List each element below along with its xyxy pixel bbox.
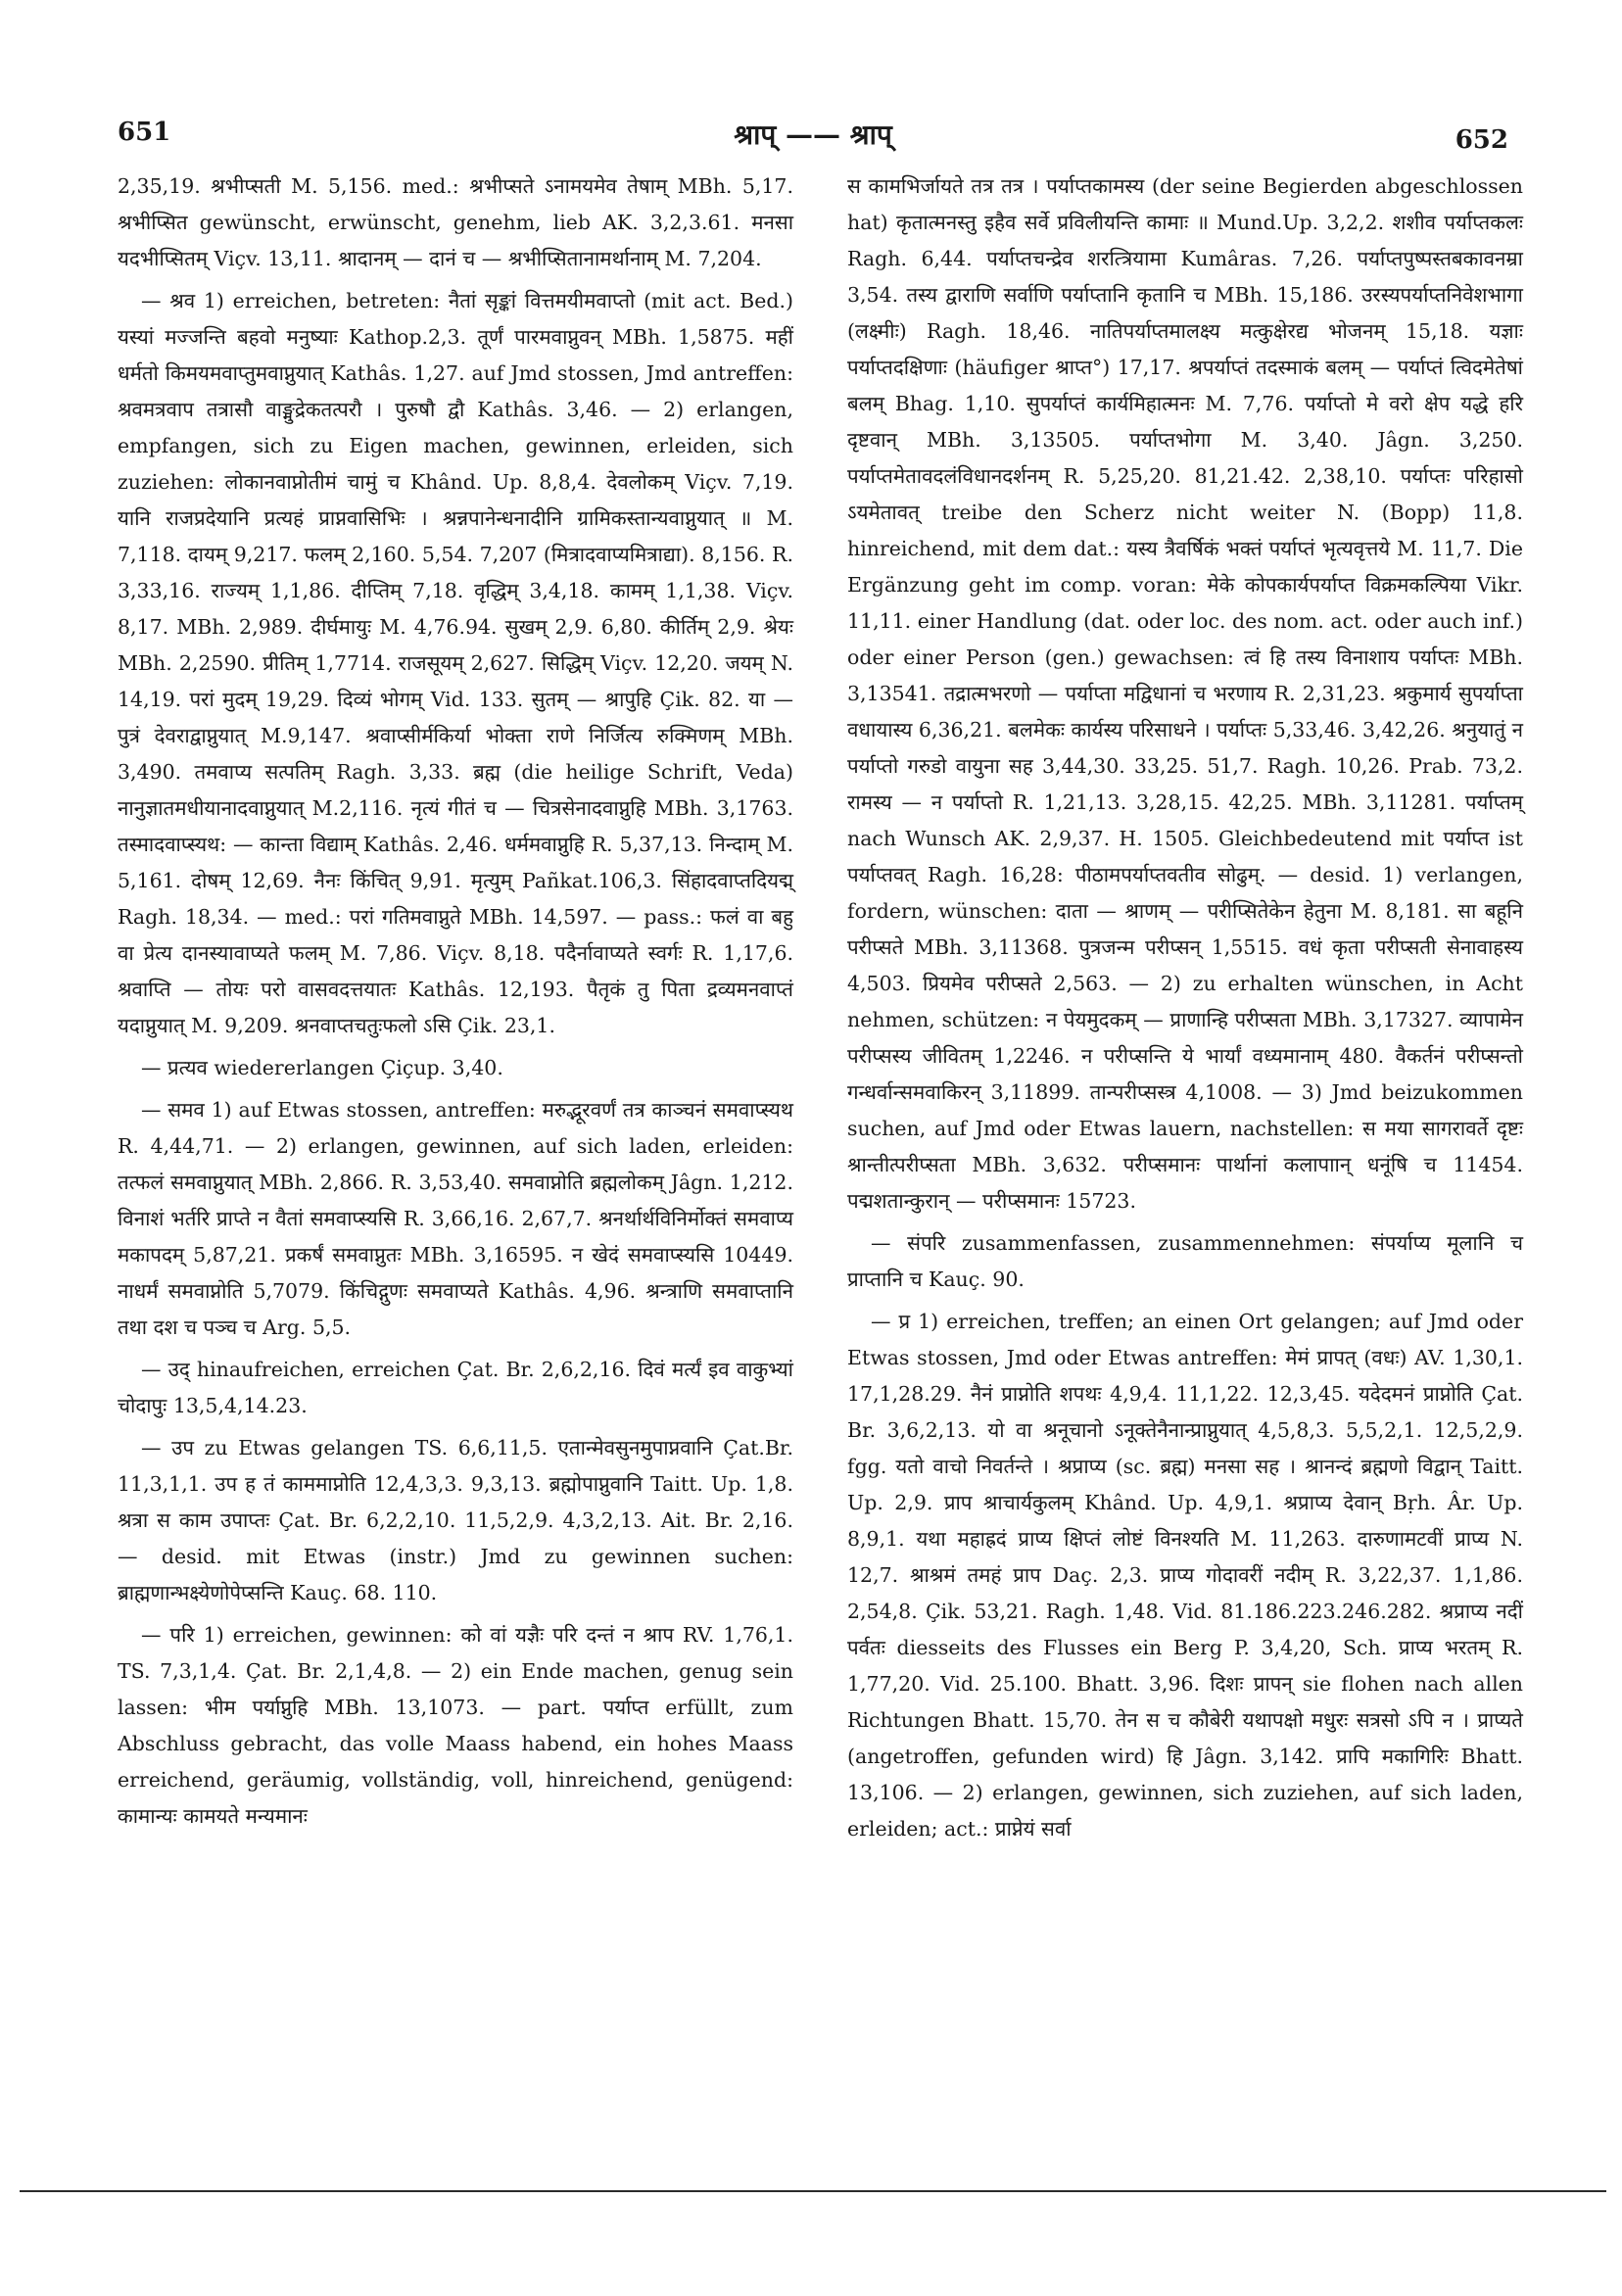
entry-paragraph: — उद् hinaufreichen, erreichen Çat. Br. 2,6,2,16. दिवं मर्त्यं इव वाकुभ्यां चोदापुः 13,5,4,14.23. — [118, 1358, 793, 1417]
entry-paragraph: — संपरि zusammenfassen, zusammennehmen: संपर्याप्य मूलानि च प्राप्तानि च Kauç. 90. — [847, 1231, 1523, 1291]
right-column — [847, 168, 1523, 1841]
page-header — [118, 110, 1508, 159]
entry-paragraph: — प्रत्यव wiedererlangen Çiçup. 3,40. — [141, 1056, 503, 1079]
entry-paragraph: — समव 1) auf Etwas stossen, antreffen: मरुद्भूरवर्णं तत्र काञ्चनं समवाप्स्यथ R. 4,44,71. — 2) erlangen, gewinnen, auf sich laden, erleiden: तत्फलं समवाप्नुयात् MBh. 2,866. R. 3,53,40. समवाप्नोति ब्रह्मलोकम् Jâgn. 1,212. विनाशं भर्तरि प्राप्ते न वैतां समवाप्स्यसि R. 3,66,16. 2,67,7. श्रनर्थार्थविनिर्मोक्तं समवाप्य मकापदम् 5,87,21. प्रकर्षं समवाप्नुतः MBh. 3,16595. न खेदं समवाप्स्यसि 10449. नाधर्मं समवाप्नोति 5,7079. किंचिद्गुणः समवाप्यते Kathâs. 4,96. श्रन्त्राणि समवाप्तानि तथा दश च पञ्च च Arg. 5,5. — [118, 1098, 793, 1339]
entry-paragraph: — परि 1) erreichen, gewinnen: को वां यज्ञैः परि दन्तं न श्राप RV. 1,76,1. TS. 7,3,1,4. Çat. Br. 2,1,4,8. — 2) ein Ende machen, genug sein lassen: भीम पर्याप्नुहि MBh. 13,1073. — part. पर्याप्त erfüllt, zum Abschluss gebracht, das volle Maass habend, ein hohes Maass erreichend, geräumig, vollständig, voll, hinreichend, genügend: कामान्यः कामयते मन्यमानः — [118, 1623, 793, 1828]
entry-paragraph: 2,35,19. श्रभीप्सती M. 5,156. med.: श्रभीप्सते ऽनामयमेव तेषाम् MBh. 5,17. श्रभीप्सित gewünscht, erwünscht, genehm, lieb AK. 3,2,3.61. मनसा यदभीप्सितम् Viçv. 13,11. श्रादानम् — दानं च — श्रभीप्सितानामर्थानाम् M. 7,204. — [118, 174, 793, 270]
entry-paragraph: — उप zu Etwas gelangen TS. 6,6,11,5. एतान्मेवसुनमुपाप्नवानि Çat.Br. 11,3,1,1. उप ह तं काममाप्नोति 12,4,3,3. 9,3,13. ब्रह्मोपाप्नुवानि Taitt. Up. 1,8. श्रत्रा स काम उपाप्तः Çat. Br. 6,2,2,10. 11,5,2,9. 4,3,2,13. Ait. Br. 2,16. — desid. mit Etwas (instr.) Jmd zu gewinnen suchen: ब्राह्मणान्भक्ष्येणोपेप्सन्ति Kauç. 68. 110. — [118, 1436, 793, 1604]
entry-paragraph: — श्रव 1) erreichen, betreten: नैतां सृङ्कां वित्तमयीमवाप्तो (mit act. Bed.) यस्यां मज्जन्ति बहवो मनुष्याः Kathop.2,3. तूर्णं पारमवाप्नुवन् MBh. 1,5875. महीं धर्मतो किमयमवाप्तुमवाप्नुयात् Kathâs. 1,27. auf Jmd stossen, Jmd antreffen: श्रवमत्रवाप तत्रासौ वाङ्मुद्रेकतत्परौ । पुरुषौ द्वौ Kathâs. 3,46. — 2) erlangen, empfangen, sich zu Eigen machen, gewinnen, erleiden, sich zuziehen: लोकानवाप्नोतीमं चामुं च Khând. Up. 8,8,4. देवलोकम् Viçv. 7,19. यानि राजप्रदेयानि प्रत्यहं प्राप्नवासिभिः । श्रन्नपानेन्धनादीनि ग्रामिकस्तान्यवाप्नुयात् ॥ M. 7,118. दायम् 9,217. फलम् 2,160. 5,54. 7,207 (मित्रादवाप्यमित्राद्या). 8,156. R. 3,33,16. राज्यम् 1,1,86. दीप्तिम् 7,18. वृद्धिम् 3,4,18. कामम् 1,1,38. Viçv. 8,17. MBh. 2,989. दीर्घमायुः M. 4,76.94. सुखम् 2,9. 6,80. कीर्तिम् 2,9. श्रेयः MBh. 2,2590. प्रीतिम् 1,7714. राजसूयम् 2,627. सिद्धिम् Viçv. 12,20. जयम् N. 14,19. परां मुदम् 19,29. दिव्यं भोगम् Vid. 133. सुतम् — श्रापुहि Çik. 82. या — पुत्रं देवराद्वाप्नुयात् M.9,147. श्रवाप्सीर्मकिर्या भोक्ता राणे निर्जित्य रुक्मिणम् MBh. 3,490. तमवाप्य सत्पतिम् Ragh. 3,33. ब्रह्म (die heilige Schrift, Veda) नानुज्ञातमधीयानादवाप्नुयात् M.2,116. नृत्यं गीतं च — चित्रसेनादवाप्नुहि MBh. 3,1763. तस्मादवाप्स्यथ: — कान्ता विद्याम् Kathâs. 2,46. धर्ममवाप्नुहि R. 5,37,13. निन्दाम् M. 5,161. दोषम् 12,69. नैनः किंचित् 9,91. मृत्युम् Pañkat.106,3. सिंहादवाप्तदियद्म् Ragh. 18,34. — med.: परां गतिमवाप्नुते MBh. 14,597. — pass.: फलं वा बहु वा प्रेत्य दानस्यावाप्यते फलम् M. 7,86. Viçv. 8,18. पदैर्नावाप्यते स्वर्गः R. 1,17,6. श्रवाप्ति — तोयः परो वासवदत्तयातः Kathâs. 12,193. पैतृकं तु पिता द्रव्यमनवाप्तं यदाप्नुयात् M. 9,209. श्रनवाप्तचतुःफलो ऽसि Çik. 23,1. — [118, 289, 793, 1037]
page-number-right: 652 — [1455, 125, 1508, 155]
left-column — [118, 168, 793, 1828]
entry-paragraph: स कामभिर्जायते तत्र तत्र । पर्याप्तकामस्य (der seine Begierden abgeschlossen hat) कृतात्मनस्तु इहैव सर्वे प्रविलीयन्ति कामाः ॥ Mund.Up. 3,2,2. शशीव पर्याप्तकलः Ragh. 6,44. पर्याप्तचन्द्रेव शरत्त्रियामा Kumâras. 7,26. पर्याप्तपुष्पस्तबकावनम्रा 3,54. तस्य द्वाराणि सर्वाणि पर्याप्तानि कृतानि च MBh. 15,186. उरस्यपर्याप्तनिवेशभागा (लक्ष्मीः) Ragh. 18,46. नातिपर्याप्तमालक्ष्य मत्कुक्षेरद्य भोजनम् 15,18. यज्ञाः पर्याप्तदक्षिणाः (häufiger श्राप्त°) 17,17. श्रपर्याप्तं तदस्माकं बलम् — पर्याप्तं त्विदमेतेषां बलम् Bhag. 1,10. सुपर्याप्तं कार्यमिहात्मनः M. 7,76. पर्याप्तो मे वरो क्षेप यद्धे हरि दृष्टवान् MBh. 3,13505. पर्याप्तभोगा M. 3,40. Jâgn. 3,250. पर्याप्तमेतावदलंविधानदर्शनम् R. 5,25,20. 81,21.42. 2,38,10. पर्याप्तः परिहासो ऽयमेतावत् treibe den Scherz nicht weiter N. (Bopp) 11,8. hinreichend, mit dem dat.: यस्य त्रैवर्षिकं भक्तं पर्याप्तं भृत्यवृत्तये M. 11,7. Die Ergänzung geht im comp. voran: मेके कोपकार्यपर्याप्त विक्रमकल्पिया Vikr. 11,11. einer Handlung (dat. oder loc. des nom. act. oder auch inf.) oder einer Person (gen.) gewachsen: त्वं हि तस्य विनाशाय पर्याप्तः MBh. 3,13541. तद्रात्मभरणो — पर्याप्ता मद्विधानां च भरणाय R. 2,31,23. श्रकुमार्य सुपर्याप्ता वधायास्य 6,36,21. बलमेकः कार्यस्य परिसाधने । पर्याप्तः 5,33,46. 3,42,26. श्रनुयातुं न पर्याप्तो गरुडो वायुना सह 3,44,30. 33,25. 51,7. Ragh. 10,26. Prab. 73,2. रामस्य — न पर्याप्तो R. 1,21,13. 3,28,15. 42,25. MBh. 3,11281. पर्याप्तम् nach Wunsch AK. 2,9,37. H. 1505. Gleichbedeutend mit पर्याप्त ist पर्याप्तवत् Ragh. 16,28: पीठामपर्याप्तवतीव सोढुम्. — desid. 1) verlangen, fordern, wünschen: दाता — श्राणम् — परीप्सितेकेन हेतुना M. 8,181. सा बहूनि परीप्सते MBh. 3,11368. पुत्रजन्म परीप्सन् 1,5515. वधं कृता परीप्सती सेनावाहस्य 4,503. प्रियमेव परीप्सते 2,563. — 2) zu erhalten wünschen, in Acht nehmen, schützen: न पेयमुदकम् — प्राणान्हि परीप्सता MBh. 3,17327. व्यापामेन परीप्सस्य जीवितम् 1,2246. न परीप्सन्ति ये भार्यां वध्यमानाम् 480. वैकर्तनं परीप्सन्तो गन्धर्वान्समवाकिरन् 3,11899. तान्परीप्सस्त्र 4,1008. — 3) Jmd beizukommen suchen, auf Jmd oder Etwas lauern, nachstellen: स मया सागरावर्ते दृष्टः श्रान्तीत्परीप्सता MBh. 3,632. परीप्समानः पार्थानां कलापाान् धनूंषि च 11454. पद्मशतान्कुरान् — परीप्समानः 15723. — [847, 174, 1523, 1213]
entry-paragraph: — प्र 1) erreichen, treffen; an einen Ort gelangen; auf Jmd oder Etwas stossen, Jmd oder Etwas antreffen: मेमं प्रापत् (वधः) AV. 1,30,1. 17,1,28.29. नैनं प्राप्नोति शपथः 4,9,4. 11,1,22. 12,3,45. यदेदमनं प्राप्नोति Çat. Br. 3,6,2,13. यो वा श्रनूचानो ऽनूक्तेनैनान्प्राप्नुयात् 4,5,8,3. 5,5,2,1. 12,5,2,9. fgg. यतो वाचो निवर्तन्ते । श्रप्राप्य (sc. ब्रह्म) मनसा सह । श्रानन्दं ब्रह्मणो विद्वान् Taitt. Up. 2,9. प्राप श्राचार्यकुलम् Khând. Up. 4,9,1. श्रप्राप्य देवान् Bṛh. Âr. Up. 8,9,1. यथा महाह्रदं प्राप्य क्षिप्तं लोष्टं विनश्यति M. 11,263. दारुणामटवीं प्राप्य N. 12,7. श्राश्रमं तमहं प्राप Daç. 2,3. प्राप्य गोदावरीं नदीम् R. 3,22,37. 1,1,86. 2,54,8. Çik. 53,21. Ragh. 1,48. Vid. 81.186.223.246.282. श्रप्राप्य नदीं पर्वतः diesseits des Flusses ein Berg P. 3,4,20, Sch. प्राप्य भरतम् R. 1,77,20. Vid. 25.100. Bhatt. 3,96. दिशः प्रापन् sie flohen nach allen Richtungen Bhatt. 15,70. तेन स च कौबेरी यथापक्षो मधुरः सत्रसो ऽपि न । प्राप्यते (angetroffen, gefunden wird) हि Jâgn. 3,142. प्रापि मकागिरिः Bhatt. 13,106. — 2) erlangen, gewinnen, sich zuziehen, auf sich laden, erleiden; act.: प्राप्नेयं सर्वा — [847, 1310, 1523, 1841]
page-number-left: 651 — [118, 118, 171, 147]
running-head: श्राप् —— श्राप् — [734, 119, 892, 151]
footer-rule — [20, 2190, 1606, 2192]
